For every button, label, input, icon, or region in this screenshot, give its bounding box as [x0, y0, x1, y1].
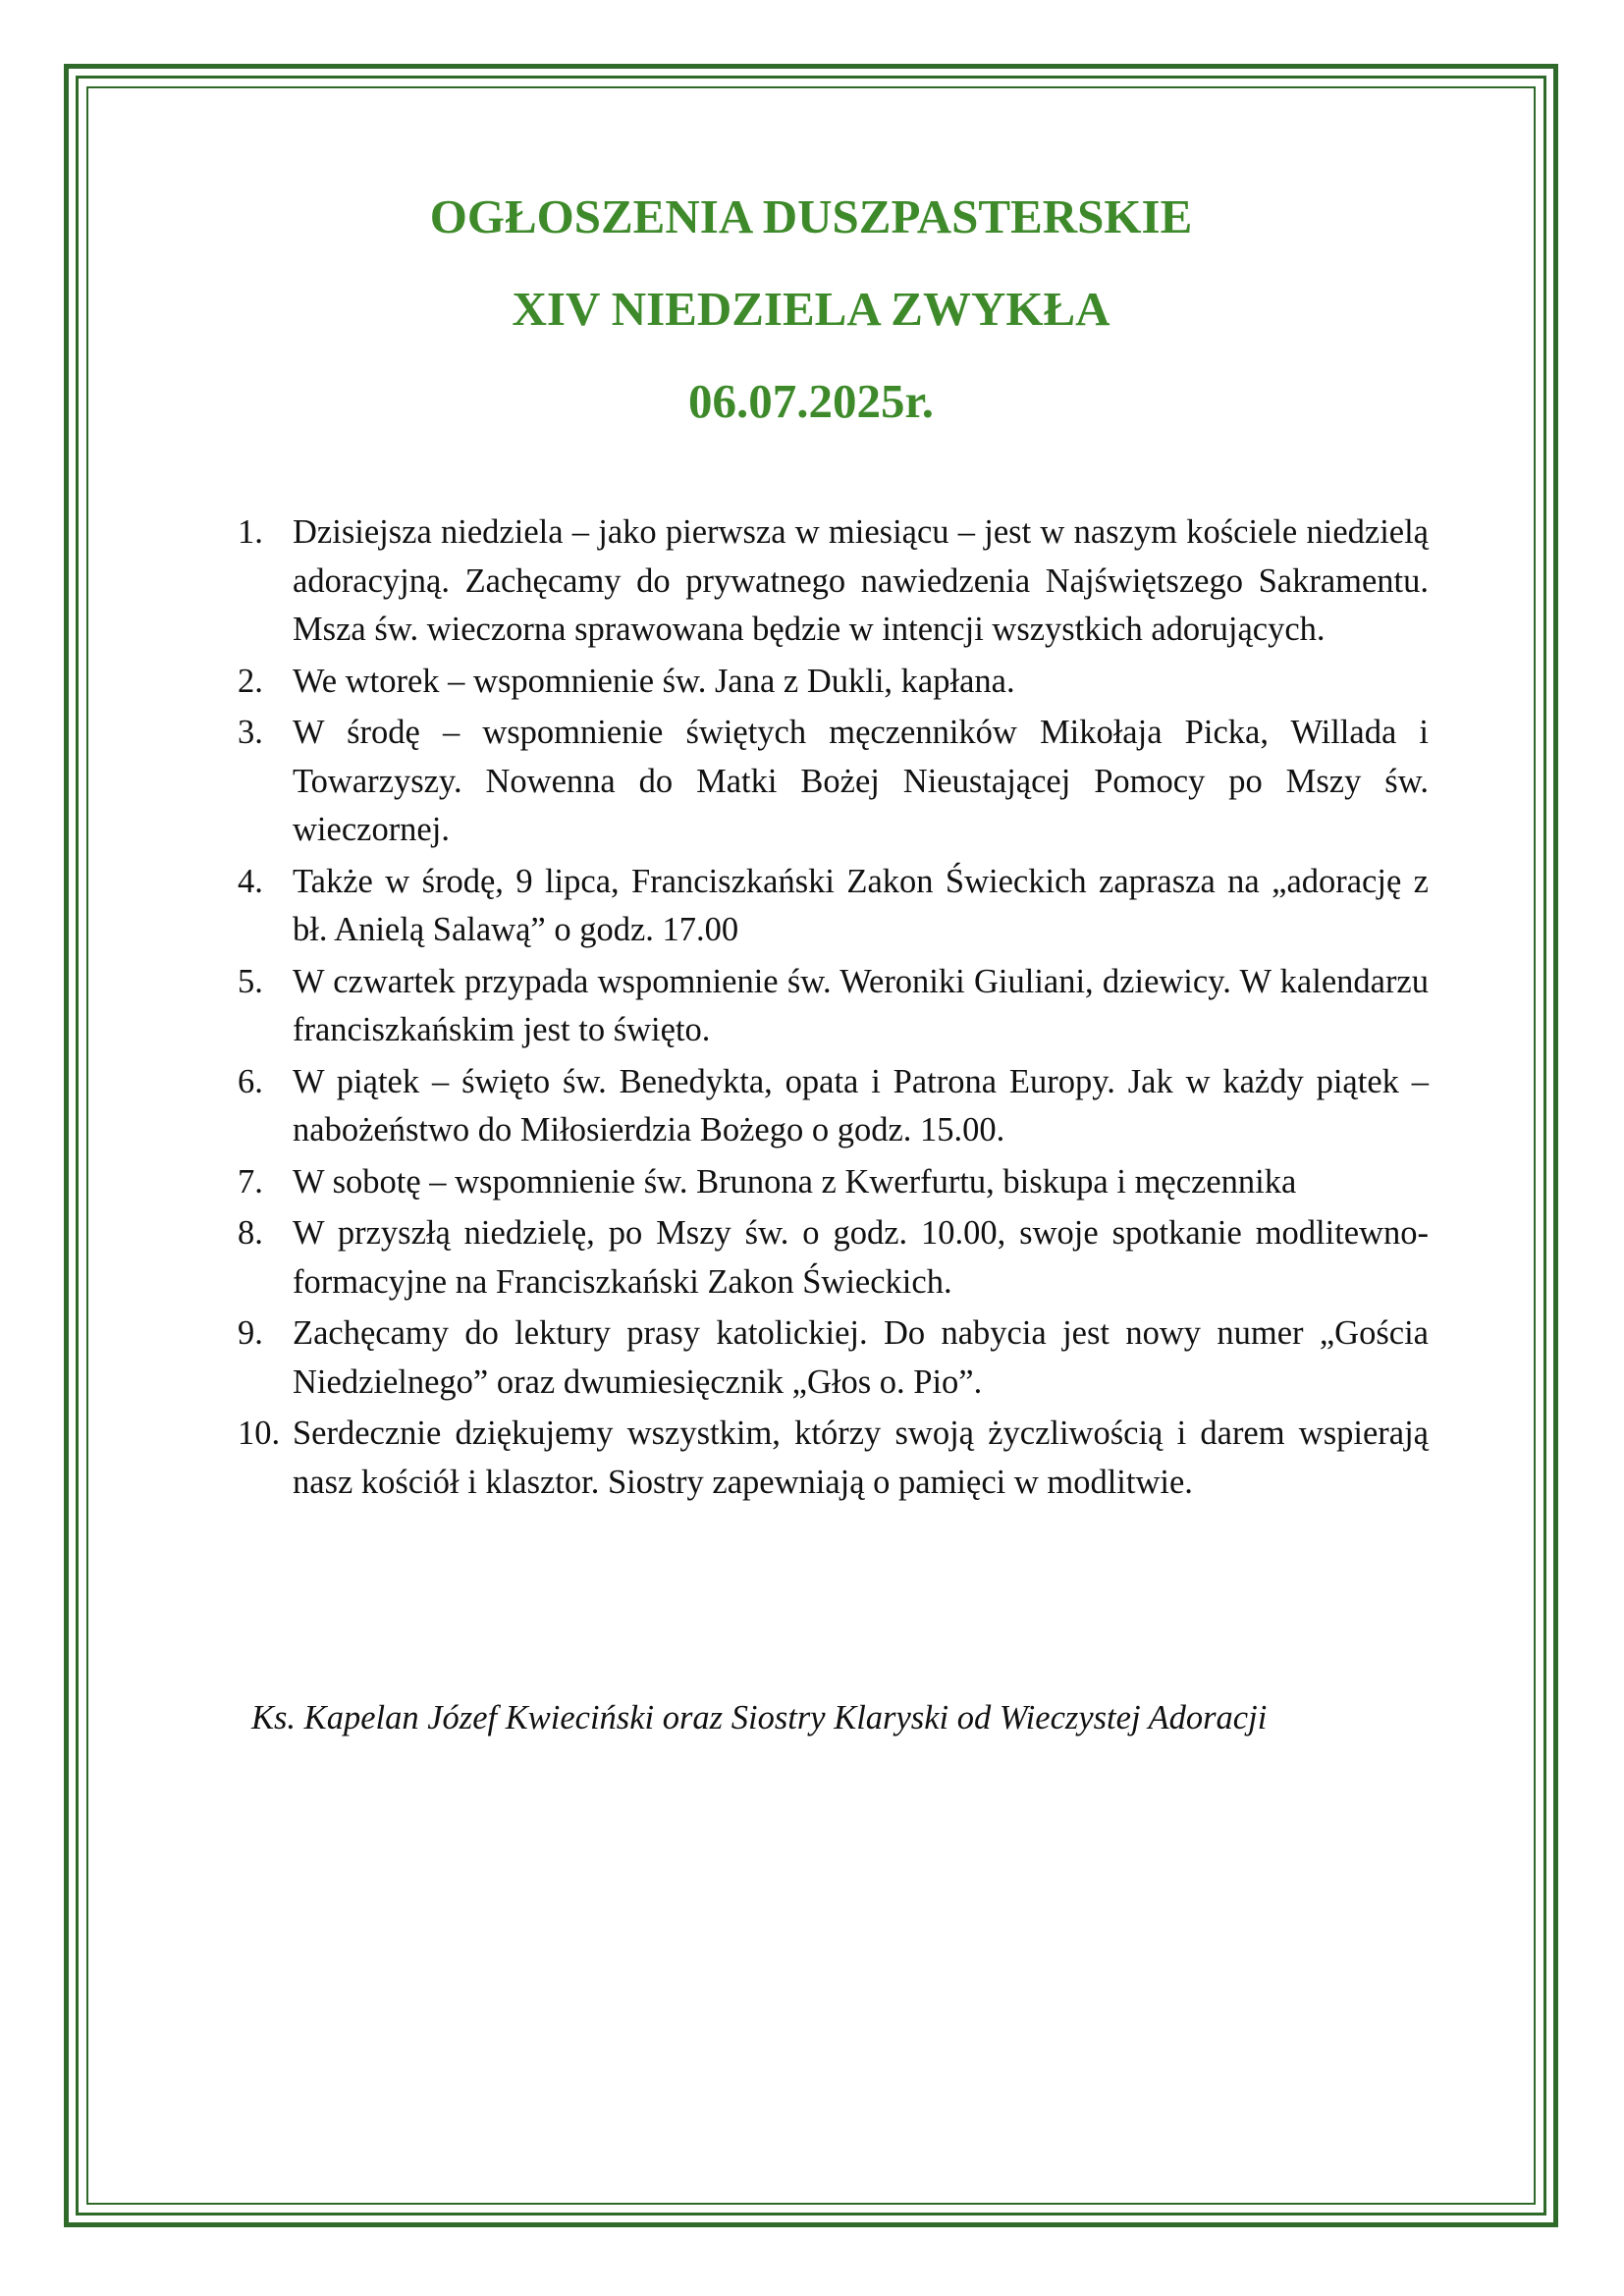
item-text: We wtorek – wspomnienie św. Jana z Dukli, kapłana. [293, 662, 1015, 700]
item-text: W środę – wspomnienie świętych męczenników Mikołaja Picka, Willada i Towarzyszy. Nowenna do Matki Bożej Nieustającej Pomocy po Mszy św. wieczornej. [293, 714, 1429, 848]
item-number: 8. [238, 1214, 263, 1252]
item-text: Dzisiejsza niedziela – jako pierwsza w miesiącu – jest w naszym kościele niedzielą adoracyjną. Zachęcamy do prywatnego nawiedzenia Najświętszego Sakramentu. Msza św. wieczorna sprawowana będzie w intencji wszystkich adorujących. [293, 513, 1429, 648]
item-number: 2. [238, 662, 263, 700]
list-item [238, 1309, 1429, 1407]
list-item [238, 508, 1429, 655]
item-number: 9. [238, 1314, 263, 1352]
item-number: 4. [238, 862, 263, 900]
list-item [238, 1410, 1429, 1507]
signature: Ks. Kapelan Józef Kwieciński oraz Siostry Klaryski od Wieczystej Adoracji [251, 1699, 1268, 1736]
list-item [238, 858, 1429, 955]
page-subtitle: XIV NIEDZIELA ZWYKŁA [512, 282, 1110, 336]
item-text: W sobotę – wspomnienie św. Brunona z Kwerfurtu, biskupa i męczennika [293, 1162, 1297, 1201]
item-text: Także w środę, 9 lipca, Franciszkański Zakon Świeckich zaprasza na „adorację z bł. Anielą Salawą” o godz. 17.00 [293, 862, 1429, 948]
item-number: 10. [238, 1415, 281, 1452]
list-item [238, 958, 1429, 1055]
page-date: 06.07.2025r. [687, 374, 934, 428]
item-number: 6. [238, 1062, 263, 1100]
item-number: 7. [238, 1162, 263, 1201]
item-text: Zachęcamy do lektury prasy katolickiej. Do nabycia jest nowy numer „Gościa Niedzielnego” oraz dwumiesięcznik „Głos o. Pio”. [293, 1314, 1429, 1401]
list-item [238, 1158, 1429, 1207]
item-text: W przyszłą niedzielę, po Mszy św. o godz. 10.00, swoje spotkanie modlitewno-formacyjne na Franciszkański Zakon Świeckich. [293, 1214, 1429, 1301]
item-number: 1. [238, 513, 263, 551]
announcements-list [238, 508, 1429, 1510]
list-item [238, 1209, 1429, 1307]
page-title: OGŁOSZENIA DUSZPASTERSKIE [429, 189, 1193, 243]
item-text: W czwartek przypada wspomnienie św. Weroniki Giuliani, dziewicy. W kalendarzu franciszkańskim jest to święto. [293, 962, 1429, 1048]
item-text: Serdecznie dziękujemy wszystkim, którzy swoją życzliwością i darem wspierają nasz kościół i klasztor. Siostry zapewniają o pamięci w modlitwie. [293, 1415, 1429, 1501]
item-text: W piątek – święto św. Benedykta, opata i Patrona Europy. Jak w każdy piątek – nabożeństwo do Miłosierdzia Bożego o godz. 15.00. [293, 1062, 1429, 1148]
list-item [238, 658, 1429, 707]
item-number: 3. [238, 714, 263, 751]
list-item [238, 709, 1429, 855]
list-item [238, 1058, 1429, 1155]
item-number: 5. [238, 962, 263, 1000]
header [86, 189, 1536, 428]
